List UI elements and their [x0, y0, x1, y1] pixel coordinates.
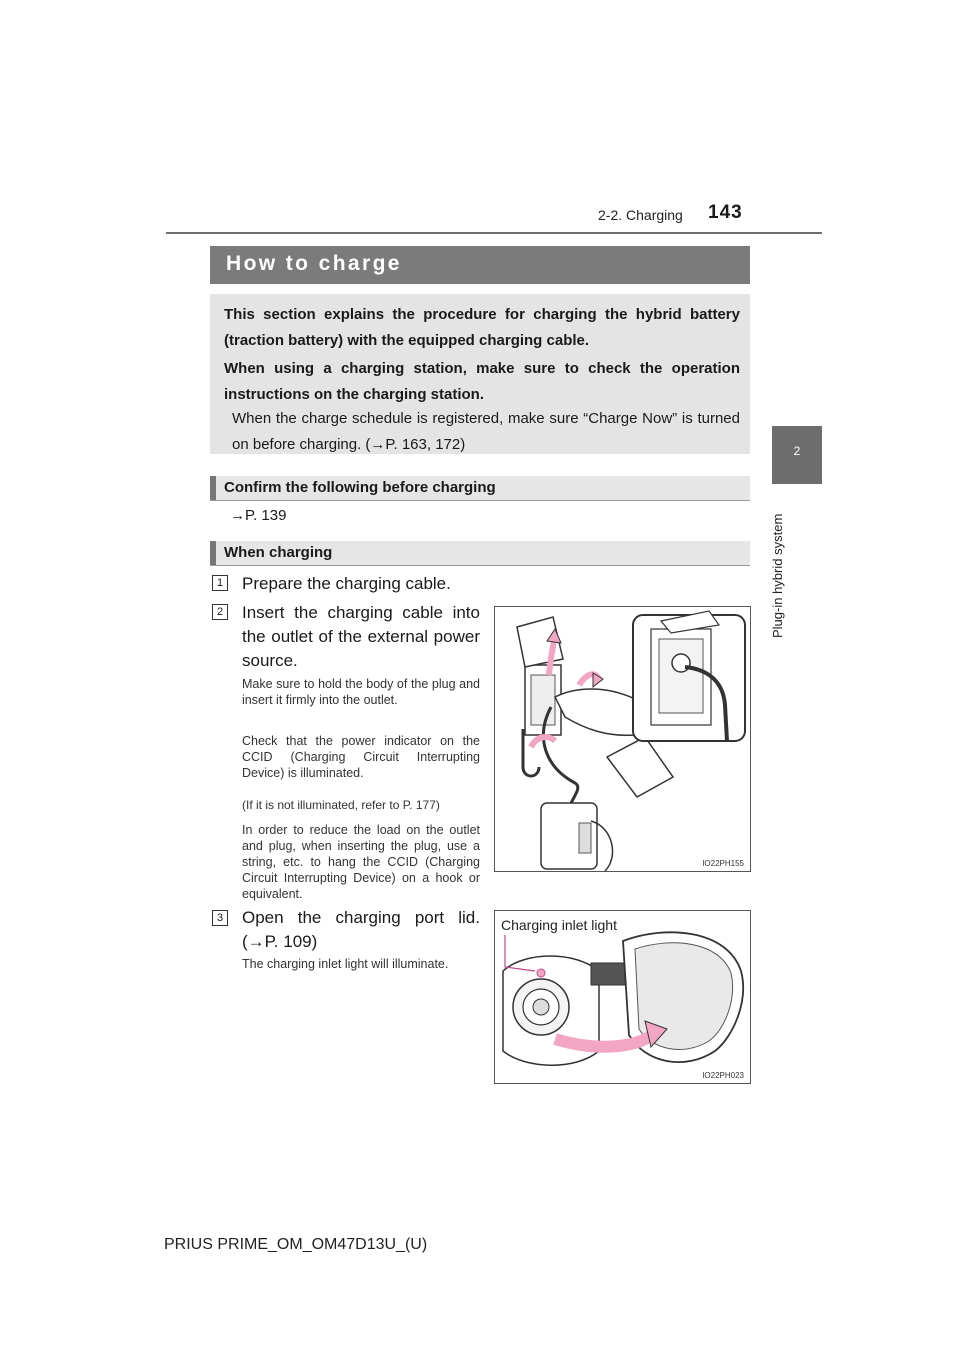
intro-note: When the charge schedule is registered, make sure “Charge Now” is turned on before charging. (→P. 163, 172) [232, 410, 740, 453]
charging-port-illustration [494, 910, 751, 1084]
step-3-marker: 3 [212, 910, 228, 926]
confirm-page-ref[interactable]: →P. 139 [230, 507, 287, 524]
step-2-note-1: Make sure to hold the body of the plug and insert it firmly into the outlet. [242, 677, 480, 707]
page-number: 143 [708, 202, 743, 223]
heading-marker [210, 476, 216, 500]
page-title: How to charge [226, 252, 402, 275]
step-1-text: Prepare the charging cable. [242, 574, 451, 593]
confirm-section-heading [210, 476, 750, 501]
intro-box [210, 294, 750, 454]
intro-paragraph-2: When using a charging station, make sure to check the operation instructions on the charging station. [224, 360, 740, 403]
chapter-number: 2 [793, 444, 801, 458]
step-2-note-2: Check that the power indicator on the CCID (Charging Circuit Interrupting Device) is illuminated. [242, 734, 480, 780]
intro-paragraph-1: This section explains the procedure for charging the hybrid battery (traction battery) with the equipped charging cable. [224, 306, 740, 349]
charging-port-drawing [495, 911, 750, 1083]
when-charging-heading-text: When charging [224, 544, 333, 561]
section-label: 2-2. Charging [598, 207, 683, 223]
chapter-label-wrapper [770, 488, 790, 638]
step-2-text: Insert the charging cable into the outlet of the external power source. [242, 603, 480, 670]
figure-2-id: IO22PH023 [702, 1071, 744, 1080]
step-3-note: The charging inlet light will illuminate. [242, 957, 449, 971]
confirm-heading-text: Confirm the following before charging [224, 479, 496, 496]
step-2-note-4: In order to reduce the load on the outlet and plug, when inserting the plug, use a string, etc. to hang the CCID (Charging Circuit Interrupting Device) on a hook or equivalent. [242, 823, 480, 901]
step-2-marker: 2 [212, 604, 228, 620]
step-3-text: Open the charging port lid. (→P. 109) [242, 908, 480, 951]
header-rule [166, 232, 822, 234]
charging-cable-illustration [494, 606, 751, 872]
chapter-tab [772, 426, 822, 484]
figure-1-id: IO22PH155 [702, 859, 744, 868]
document-code: PRIUS PRIME_OM_OM47D13U_(U) [164, 1236, 428, 1253]
chapter-label: Plug-in hybrid system [770, 513, 785, 638]
outlet-plug-drawing [495, 607, 750, 871]
charging-inlet-light-callout: Charging inlet light [501, 917, 617, 933]
heading-marker [210, 541, 216, 565]
title-bar [210, 246, 750, 284]
step-1-marker: 1 [212, 575, 228, 591]
step-2-note-3: (If it is not illuminated, refer to P. 177) [242, 798, 440, 812]
when-charging-heading [210, 541, 750, 566]
